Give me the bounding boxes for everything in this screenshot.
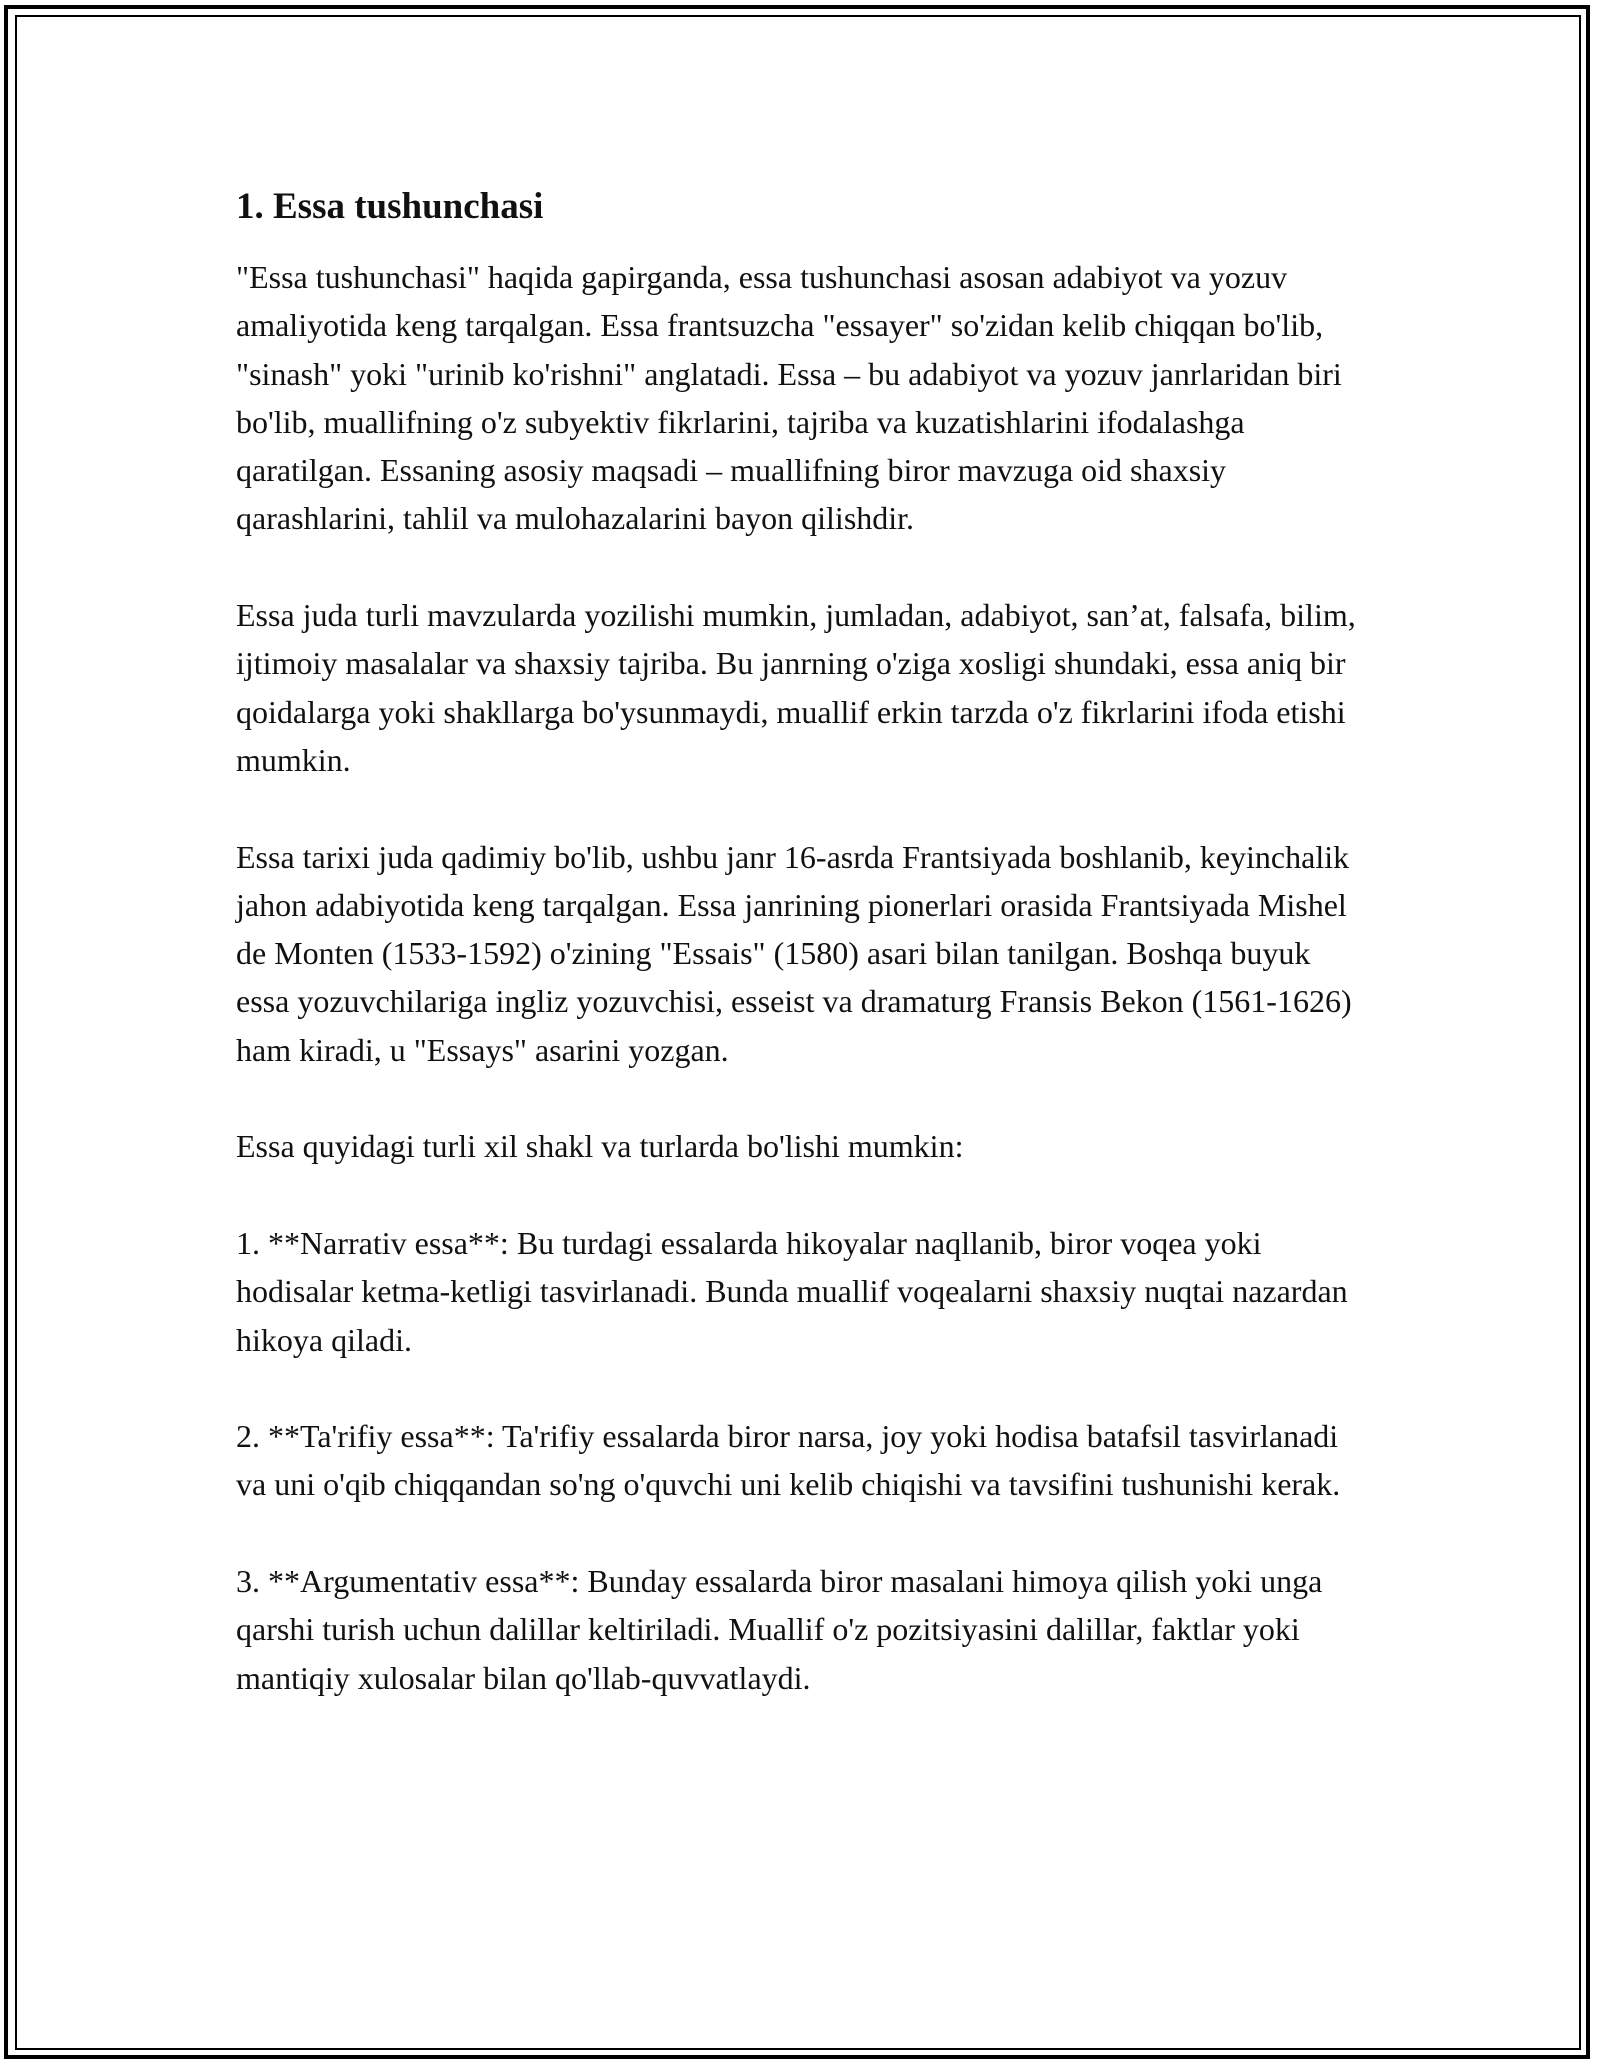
list-item-descriptive: 2. **Ta'rifiy essa**: Ta'rifiy essalarda biror narsa, joy yoki hodisa batafsil tasvirlanadi va uni o'qib chiqqandan so'ng o'quvchi uni kelib chiqishi va tavsifini tushunishi kerak. [236,1418,1341,1503]
list-item-argumentative: 3. **Argumentativ essa**: Bunday essalarda biror masalani himoya qilish yoki unga qarshi turish uchun dalillar keltiriladi. Muallif o'z pozitsiyasini dalillar, faktlar yoki mantiqiy xulosalar bilan qo'llab-quvvatlaydi. [236,1563,1323,1696]
list-item-narrative: 1. **Narrativ essa**: Bu turdagi essalarda hikoyalar naqllanib, biror voqea yoki hodisalar ketma-ketligi tasvirlanadi. Bunda muallif voqealarni shaxsiy nuqtai nazardan hikoya qiladi. [236,1224,1348,1358]
paragraph-types-intro: Essa quyidagi turli xil shakl va turlarda bo'lishi mumkin: [236,1128,964,1165]
paragraph-topics: Essa juda turli mavzularda yozilishi mumkin, jumladan, adabiyot, san’at, falsafa, bilim, ijtimoiy masalalar va shaxsiy tajriba. Bu janrning o'ziga xosligi shundaki, essa aniq bir qoidalarga yoki shakllarga bo'ysunmaydi, muallif erkin tarzda o'z fikrlarini ifoda etishi mumkin. [236,597,1356,778]
document-body [236,183,1366,1702]
paragraph-definition: "Essa tushunchasi" haqida gapirganda, essa tushunchasi asosan adabiyot va yozuv amaliyotida keng tarqalgan. Essa frantsuzcha "essayer" so'zidan kelib chiqqan bo'lib, "sinash" yoki "urinib ko'rishni" anglatadi. Essa – bu adabiyot va yozuv janrlaridan biri bo'lib, muallifning o'z subyektiv fikrlarini, tajriba va kuzatishlarini ifodalashga qaratilgan. Essaning asosiy maqsadi – muallifning biror mavzuga oid shaxsiy qarashlarini, tahlil va mulohazalarini bayon qilishdir. [236,259,1342,537]
section-heading: 1. Essa tushunchasi [236,186,544,227]
paragraph-history: Essa tarixi juda qadimiy bo'lib, ushbu janr 16-asrda Frantsiyada boshlanib, keyinchalik jahon adabiyotida keng tarqalgan. Essa janrining pionerlari orasida Frantsiyada Mishel de Monten (1533-1592) o'zining "Essais" (1580) asari bilan tanilgan. Boshqa buyuk essa yozuvchilariga ingliz yozuvchisi, esseist va dramaturg Fransis Bekon (1561-1626) ham kiradi, u "Essays" asarini yozgan. [236,838,1352,1068]
